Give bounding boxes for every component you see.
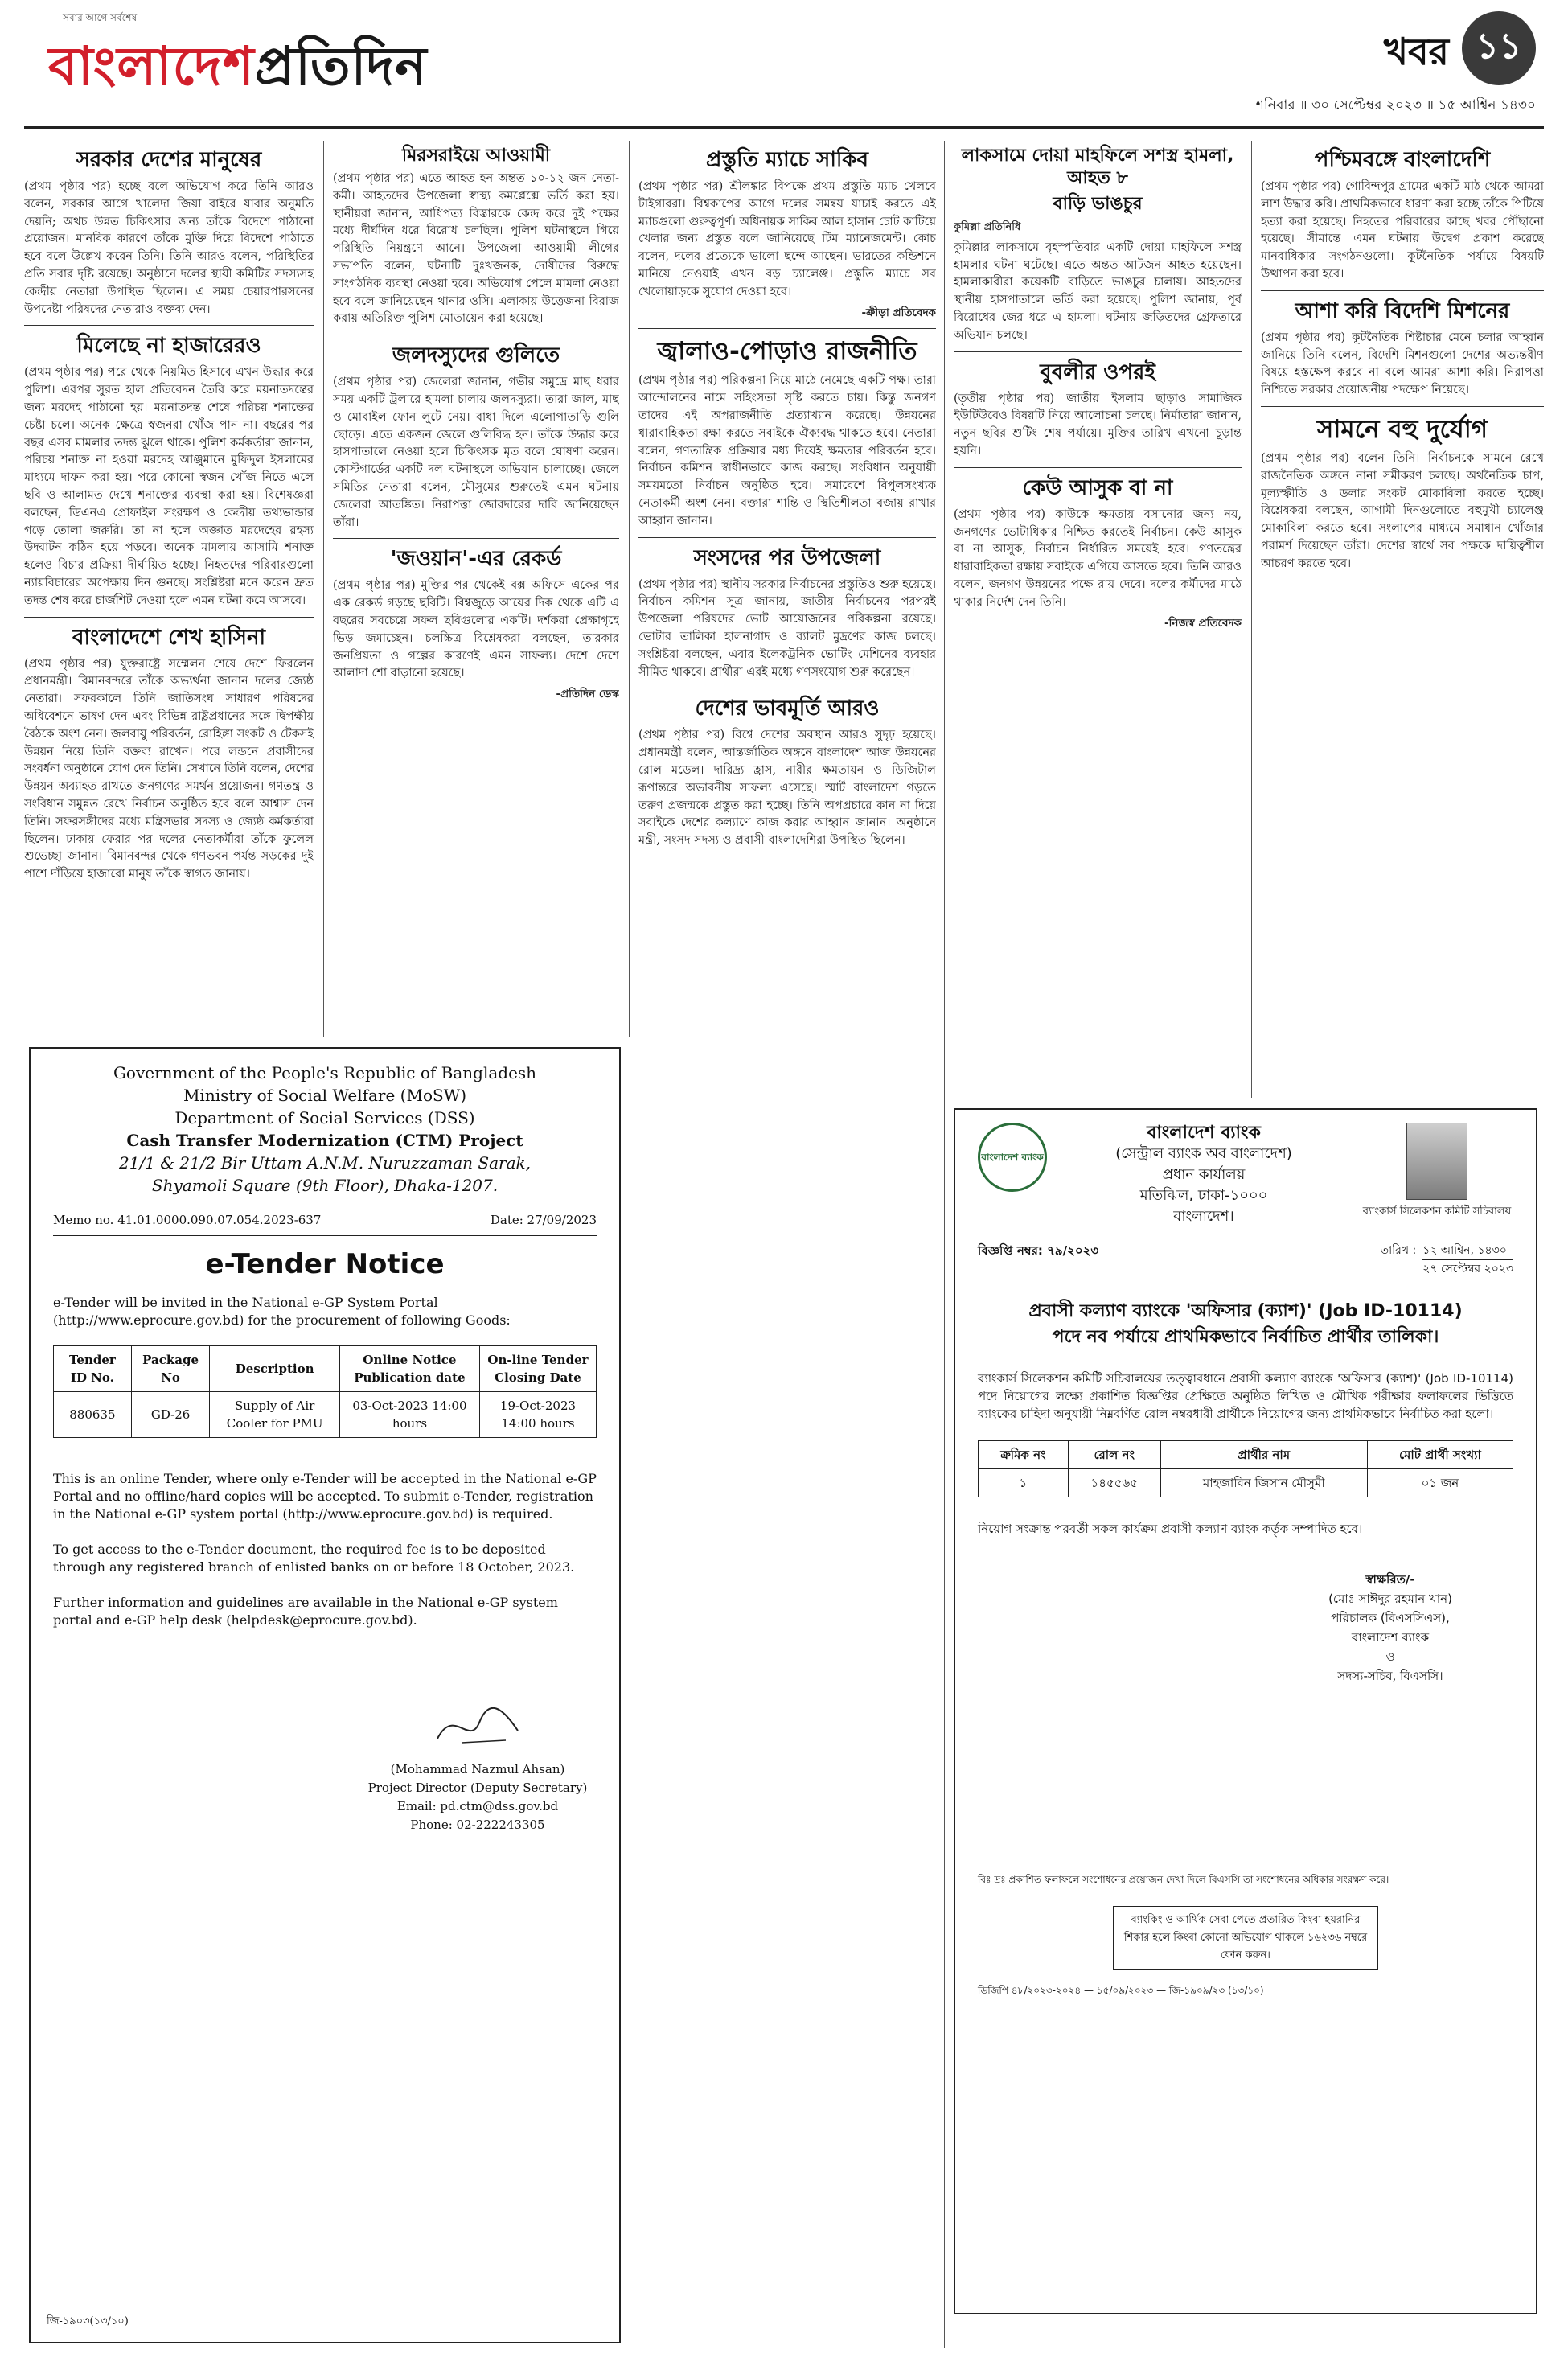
article-headline: প্রস্তুতি ম্যাচে সাকিব [706, 148, 868, 172]
table-cell: ০১ জন [1367, 1469, 1513, 1497]
logo-tagline: সবার আগে সর্বশেষ [63, 12, 138, 23]
table-header-cell: Package No [131, 1346, 210, 1392]
divider [333, 538, 619, 539]
divider [954, 351, 1242, 352]
portrait-image [1406, 1123, 1467, 1200]
bank-signer-title: ও [1385, 1649, 1395, 1664]
article-headline: মিলেছে না হাজারেরও [76, 334, 261, 359]
tender-line: Government of the People's Republic of Bangladesh [113, 1063, 537, 1082]
tender-line: Ministry of Social Welfare (MoSW) [183, 1086, 467, 1105]
tender-signer: (Mohammad Nazmul Ahsan) [390, 1762, 565, 1776]
table-cell: 880635 [54, 1392, 132, 1438]
article-headline: বুবলীর ওপরই [1040, 359, 1155, 384]
table-header-cell: On-line Tender Closing Date [479, 1346, 596, 1392]
article-credit: -নিজস্ব প্রতিবেদক [1164, 616, 1242, 630]
bank-signer-title: পরিচালক (বিএসসিএস), [1331, 1611, 1450, 1625]
column-3 [638, 142, 936, 2345]
article-credit: -ক্রীড়া প্রতিবেদক [861, 306, 936, 319]
article-credit: -প্রতিদিন ডেস্ক [556, 688, 619, 701]
tender-title: e-Tender Notice [205, 1248, 445, 1280]
table-header-cell: রোল নং [1068, 1441, 1160, 1469]
table-cell: 03-Oct-2023 14:00 hours [339, 1392, 479, 1438]
tender-email: Email: pd.ctm@dss.gov.bd [396, 1799, 559, 1813]
divider [638, 328, 936, 329]
tender-paragraph: Further information and guidelines are available in the National e-GP system portal and e-GP help desk (helpdesk@eprocure.gov.bd). [53, 1595, 558, 1628]
section-title: খবর [1383, 30, 1449, 73]
tender-line: Cash Transfer Modernization (CTM) Project [126, 1131, 523, 1150]
bank-address: মতিঝিল, ঢাকা-১০০০ [1139, 1187, 1268, 1204]
bank-codes: ডিজিপি ৪৮/২০২৩-২০২৪ — ১৫/০৯/২০২৩ — জি-১৯০৯/২৩ (১৩/১০) [978, 1985, 1264, 1996]
article-subheadline: বাড়ি ভাঙচুর [1053, 194, 1143, 214]
article-headline: সরকার দেশের মানুষের [76, 148, 262, 172]
issue-date: শনিবার ॥ ৩০ সেপ্টেম্বর ২০২৩ ॥ ১৫ আশ্বিন ১৪৩০ [1255, 97, 1536, 113]
bank-signer-title: সদস্য-সচিব, বিএসসি। [1337, 1669, 1443, 1683]
article-headline: বাংলাদেশে শেখ হাসিনা [72, 625, 266, 650]
divider [24, 325, 314, 326]
article-body: (প্রথম পৃষ্ঠার পর) পরিকল্পনা নিয়ে মাঠে নেমেছে একটি পক্ষ। তারা আন্দোলনের নামে সহিংসতা সৃষ্টি করতে চায়। কিন্তু জনগণ তাদের এই অপরাজনীতি প্রত্যাখ্যান করেছে। উন্নয়নের ধারাবাহিকতা রক্ষা করতে সবাইকে ঐক্যবদ্ধ থাকতে হবে। নেতারা বলেন, গণতান্ত্রিক প্রক্রিয়ার মধ্য দিয়েই ক্ষমতার পরিবর্তন হবে। নির্বাচন কমিশন স্বাধীনভাবে কাজ করছে। সংবিধান অনুযায়ী সময়মতো নির্বাচন অনুষ্ঠিত হবে। সমাবেশে বিপুলসংখ্যক নেতাকর্মী অংশ নেন। বক্তারা শান্তি ও স্থিতিশীলতা বজায় রাখার আহ্বান জানান। [638, 374, 936, 528]
bank-name-sub: (সেন্ট্রাল ব্যাংক অব বাংলাদেশ) [1115, 1145, 1292, 1162]
bank-notice-number: বিজ্ঞপ্তি নম্বর: ৭৯/২০২৩ [978, 1243, 1099, 1258]
table-row [979, 1469, 1513, 1497]
page-number: ১১ [1462, 11, 1536, 85]
tender-phone: Phone: 02-222243305 [410, 1817, 545, 1832]
logo-part-2: প্রতিদিন [254, 35, 428, 97]
tender-table [53, 1345, 597, 1438]
article-body: (প্রথম পৃষ্ঠার পর) গোবিন্দপুর গ্রামের একটি মাঠ থেকে আমরা লাশ উদ্ধার করি। প্রাথমিকভাবে ধারণা করা হচ্ছে তাঁকে পিটিয়ে হত্যা করা হয়েছে। নিহতের পরিবারের কাছে খবর পৌঁছানো হয়েছে। সীমান্তে এমন ঘটনায় উদ্বেগ প্রকাশ করেছে মানবাধিকার সংগঠনগুলো। কূটনৈতিক পর্যায়ে বিষয়টি উত্থাপন করা হবে। [1261, 180, 1544, 281]
bank-secretariat: ব্যাংকার্স সিলেকশন কমিটি সচিবালয় [1362, 1205, 1512, 1218]
column-2 [333, 142, 619, 1034]
table-cell: 19-Oct-2023 14:00 hours [479, 1392, 596, 1438]
column-divider [1251, 141, 1252, 1098]
article-headline: দেশের ভাবমূর্তি আরও [695, 696, 880, 721]
signature-icon [429, 1698, 526, 1755]
column-divider [323, 141, 324, 1037]
tender-line: 21/1 & 21/2 Bir Uttam A.N.M. Nuruzzaman Sarak, [119, 1153, 531, 1173]
article-body: (প্রথম পৃষ্ঠার পর) জেলেরা জানান, গভীর সমুদ্রে মাছ ধরার সময় একটি ট্রলারে হামলা চালায় জলদস্যুরা। তারা জাল, মাছ ও মোবাইল ফোন লুটে নেয়। বাধা দিলে এলোপাতাড়ি গুলি ছোড়ে। এতে একজন জেলে গুলিবিদ্ধ হন। তাঁকে উদ্ধার করে হাসপাতালে নেওয়া হলে চিকিৎসক মৃত বলে ঘোষণা করেন। কোস্টগার্ডের একটি দল ঘটনাস্থলে অভিযান চালাচ্ছে। জেলে সমিতির নেতারা বলেন, মৌসুমের শুরুতেই এমন ঘটনায় জেলেরা আতঙ্কিত। নিরাপত্তা জোরদারের দাবি জানিয়েছেন তাঁরা। [333, 376, 619, 529]
tender-signature [359, 1698, 597, 1834]
bank-headline: প্রবাসী কল্যাণ ব্যাংকে 'অফিসার (ক্যাশ)' (Job ID-10114) [1028, 1301, 1463, 1321]
article-headline: পশ্চিমবঙ্গে বাংলাদেশি [1314, 148, 1491, 172]
bank-signature [1267, 1570, 1513, 1686]
bank-footnote: বিঃ দ্রঃ প্রকাশিত ফলাফলে সংশোধনের প্রয়োজন দেখা দিলে বিএসসি তা সংশোধনের অধিকার সংরক্ষণ করে। [978, 1874, 1389, 1885]
article-body: (প্রথম পৃষ্ঠার পর) কাউকে ক্ষমতায় বসানোর জন্য নয়, জনগণের ভোটাধিকার নিশ্চিত করতেই নির্বাচন। কেউ আসুক বা না আসুক, নির্বাচন নির্ধারিত সময়েই হবে। গণতন্ত্রের ধারাবাহিকতা রক্ষায় সবাইকে এগিয়ে আসতে হবে। তিনি আরও বলেন, জনগণ উন্নয়নের পক্ষে রায় দেবে। দলের কর্মীদের মাঠে থাকার নির্দেশ দেন তিনি। [954, 507, 1242, 609]
bank-sign-label: স্বাক্ষরিত/- [1365, 1572, 1415, 1587]
table-header-cell: প্রার্থীর নাম [1160, 1441, 1367, 1469]
tender-line: Department of Social Services (DSS) [174, 1108, 475, 1127]
article-headline: সংসদের পর উপজেলা [693, 545, 881, 570]
column-divider [629, 141, 630, 1037]
bank-note: নিয়োগ সংক্রান্ত পরবর্তী সকল কার্যক্রম প্রবাসী কল্যাণ ব্যাংক কর্তৃক সম্পাদিত হবে। [978, 1522, 1363, 1536]
article-headline: লাকসামে দোয়া মাহফিলে সশস্ত্র হামলা, আহত ৮ [961, 146, 1234, 188]
bank-table [978, 1440, 1513, 1497]
article-body: (তৃতীয় পৃষ্ঠার পর) জাতীয় ইসলাম ছাড়াও সামাজিক ইউটিউবেও বিষয়টি নিয়ে আলোচনা চলছে। নির্মাতারা জানান, নতুন ছবির শুটিং শেষ পর্যায়ে। মুক্তির তারিখ এখনো চূড়ান্ত হয়নি। [954, 392, 1242, 458]
bank-date: ২৭ সেপ্টেম্বর ২০২৩ [1422, 1259, 1513, 1278]
divider [638, 537, 936, 538]
divider [1261, 290, 1544, 291]
tender-intro: e-Tender will be invited in the National e-GP System Portal (http://www.eprocure.gov.bd) for the procurement of following Goods: [53, 1295, 511, 1328]
tender-signer-title: Project Director (Deputy Secretary) [367, 1780, 588, 1795]
article-headline: মিরসরাইয়ে আওয়ামী [401, 146, 551, 166]
table-cell: মাহজাবিন জিসান মৌসুমী [1160, 1469, 1367, 1497]
divider [24, 617, 314, 618]
tender-code: জি-১৯০৩(১৩/১০) [47, 2315, 129, 2327]
logo-part-1: বাংলাদেশ [48, 35, 255, 97]
article-body: (প্রথম পৃষ্ঠার পর) পরে থেকে নিয়মিত হিসাবে এখন উদ্ধার করে পুলিশ। এরপর সুরত হাল প্রতিবেদন তৈরি করে ময়নাতদন্তের জন্য মরদেহ পাঠানো হয়। ময়নাতদন্ত শেষে পরিচয় শনাক্তের চেষ্টা চলে। অনেক ক্ষেত্রে স্বজনরা খোঁজ পান না। বছরের পর বছর এসব মামলার তদন্ত ঝুলে থাকে। পুলিশ কর্মকর্তারা জানান, পরিচয় শনাক্ত না হওয়া মরদেহ আঞ্জুমানে মুফিদুল ইসলামের মাধ্যমে দাফন করা হয়। পরে কোনো স্বজন খোঁজ নিতে এলে ছবি ও আলামত দেখে শনাক্তের ব্যবস্থা করা হয়। বিশেষজ্ঞরা বলছেন, ডিএনএ প্রোফাইল সংরক্ষণ ও কেন্দ্রীয় তথ্যভান্ডার গড়ে তোলা জরুরি। তা না হলে অজ্ঞাত মরদেহের রহস্য উদ্ঘাটন কঠিন হয়ে পড়বে। অনেক মামলায় আসামি শনাক্ত হলেও বিচার প্রক্রিয়া দীর্ঘায়িত হচ্ছে। নিহতদের পরিবারগুলো ন্যায়বিচারের অপেক্ষায় দিন গুনছে। সংশ্লিষ্টরা মনে করেন দ্রুত তদন্ত শেষ করে চার্জশিট দেওয়া হলে এমন ঘটনা কমে আসবে। [24, 366, 314, 607]
table-cell: ১ [979, 1469, 1069, 1497]
table-header-cell: Online Notice Publication date [339, 1346, 479, 1392]
article-body: (প্রথম পৃষ্ঠার পর) শ্রীলঙ্কার বিপক্ষে প্রথম প্রস্তুতি ম্যাচ খেলবে টাইগাররা। বিশ্বকাপের আগে দলের সমন্বয় যাচাই করতে এই ম্যাচগুলো গুরুত্বপূর্ণ। অধিনায়ক সাকিব আল হাসান চোট কাটিয়ে খেলার জন্য প্রস্তুত বলে জানিয়েছে টিম ম্যানেজমেন্ট। কোচ বলেন, দলের প্রত্যেকে ভালো ছন্দে আছেন। ভারতের কন্ডিশনে মানিয়ে নেওয়াই এখন বড় চ্যালেঞ্জ। প্রস্তুতি ম্যাচে সব খেলোয়াড়কে সুযোগ দেওয়া হবে। [638, 180, 936, 298]
table-header-cell: Tender ID No. [54, 1346, 132, 1392]
tender-memo: Memo no. 41.01.0000.090.07.054.2023-637 [53, 1213, 322, 1227]
table-cell: ১৪৫৫৬৫ [1068, 1469, 1160, 1497]
tender-paragraph: This is an online Tender, where only e-Tender will be accepted in the National e-GP Portal and no offline/hard copies will be accepted. To submit e-Tender, registration in the National e-GP system portal (http://www.eprocure.gov.bd) is required. [53, 1471, 597, 1522]
column-1 [24, 142, 314, 1034]
bank-helpline-box: ব্যাংকিং ও আর্থিক সেবা পেতে প্রতারিত কিংবা হয়রানির শিকার হলে কিংবা কোনো অভিযোগ থাকলে ১৬২৩৬ নম্বরে ফোন করুন। [1113, 1906, 1378, 1970]
tender-paragraph: To get access to the e-Tender document, the required fee is to be deposited through any registered branch of enlisted banks on or before 18 October, 2023. [53, 1542, 575, 1575]
article-body: (প্রথম পৃষ্ঠার পর) এতে আহত হন অন্তত ১০-১২ জন নেতা-কর্মী। আহতদের উপজেলা স্বাস্থ্য কমপ্লেক্সে ভর্তি করা হয়। স্থানীয়রা জানান, আধিপত্য বিস্তারকে কেন্দ্র করে দুই পক্ষের মধ্যে দীর্ঘদিন ধরে বিরোধ চলছিল। পুলিশ ঘটনাস্থলে গিয়ে পরিস্থিতি নিয়ন্ত্রণে আনে। উপজেলা আওয়ামী লীগের সভাপতি বলেন, ঘটনাটি দুঃখজনক, দোষীদের বিরুদ্ধে সাংগঠনিক ব্যবস্থা নেওয়া হবে। অভিযোগ পেলে মামলা নেওয়া হবে বলে জানিয়েছেন থানার ওসি। এলাকায় উত্তেজনা বিরাজ করায় অতিরিক্ত পুলিশ মোতায়েন করা হয়েছে। [333, 172, 619, 326]
article-body: কুমিল্লার লাকসামে বৃহস্পতিবার একটি দোয়া মাহফিলে সশস্ত্র হামলার ঘটনা ঘটেছে। এতে অন্তত আটজন আহত হয়েছেন। হামলাকারীরা কয়েকটি বাড়িতে ভাঙচুর চালায়। আহতদের স্থানীয় হাসপাতালে ভর্তি করা হয়েছে। পুলিশ জানায়, পূর্ব বিরোধের জের ধরে এ হামলা। ঘটনায় জড়িতদের গ্রেফতারে অভিযান চলছে। [954, 240, 1242, 342]
table-header-cell: ক্রমিক নং [979, 1441, 1069, 1469]
article-body: (প্রথম পৃষ্ঠার পর) মুক্তির পর থেকেই বক্স অফিসে একের পর এক রেকর্ড গড়ছে ছবিটি। বিশ্বজুড়ে আয়ের দিক থেকে এটি এ বছরের সবচেয়ে সফল ছবিগুলোর একটি। দর্শকরা প্রেক্ষাগৃহে ভিড় জমাচ্ছেন। চলচ্চিত্র বিশ্লেষকরা বলছেন, তারকার জনপ্রিয়তা ও গল্পের কারণেই এমন সাফল্য। দেশে দেশে আলাদা শো বাড়ানো হয়েছে। [333, 579, 619, 680]
bank-signer: (মোঃ সাঈদুর রহমান খান) [1328, 1592, 1452, 1606]
column-divider [944, 141, 945, 2348]
column-4 [954, 142, 1242, 1095]
article-headline: আশা করি বিদেশি মিশনের [1295, 298, 1510, 323]
divider [954, 467, 1242, 468]
tender-line: Shyamoli Square (9th Floor), Dhaka-1207. [151, 1176, 499, 1195]
newspaper-logo [48, 26, 427, 114]
table-row [54, 1392, 597, 1438]
article-body: (প্রথম পৃষ্ঠার পর) স্থানীয় সরকার নির্বাচনের প্রস্তুতিও শুরু হয়েছে। নির্বাচন কমিশন সূত্র জানায়, জাতীয় নির্বাচনের পরপরই উপজেলা পরিষদের ভোট আয়োজনের পরিকল্পনা রয়েছে। ভোটার তালিকা হালনাগাদ ও ব্যালট মুদ্রণের কাজ চলছে। সংশ্লিষ্টরা বলছেন, এবার ইলেকট্রনিক ভোটিং মেশিনের ব্যবহার সীমিত থাকবে। প্রার্থীরা এরই মধ্যে গণসংযোগ শুরু করেছেন। [638, 577, 936, 679]
bank-body: ব্যাংকার্স সিলেকশন কমিটি সচিবালয়ের তত্ত্বাবধানে প্রবাসী কল্যাণ ব্যাংকে 'অফিসার (ক্যাশ)' (Job ID-10114) পদে নিয়োগের লক্ষ্যে প্রকাশিত বিজ্ঞপ্তির প্রেক্ষিতে অনুষ্ঠিত লিখিত ও মৌখিক পরীক্ষার ফলাফলের ভিত্তিতে ব্যাংকের চাহিদা অনুযায়ী নিম্নবর্ণিত রোল নম্বরধারী প্রার্থীকে নিয়োগের জন্য প্রাথমিকভাবে নির্বাচিত করা হলো। [978, 1371, 1513, 1421]
article-headline: সামনে বহু দুর্যোগ [1316, 414, 1488, 444]
article-byline: কুমিল্লা প্রতিনিধি [954, 221, 1021, 233]
table-cell: GD-26 [131, 1392, 210, 1438]
article-headline: 'জওয়ান'-এর রেকর্ড [390, 547, 562, 572]
article-headline: জলদস্যুদের গুলিতে [392, 343, 560, 368]
bank-name: বাংলাদেশ ব্যাংক [1147, 1123, 1261, 1143]
bank-date-label: তারিখ : [1380, 1244, 1417, 1257]
bank-seal-icon: বাংলাদেশ ব্যাংক [978, 1123, 1047, 1192]
column-5 [1261, 142, 1544, 1095]
tender-date: Date: 27/09/2023 [490, 1213, 597, 1227]
article-headline: জ্বালাও-পোড়াও রাজনীতি [657, 337, 917, 367]
bank-office: প্রধান কার্যালয় [1162, 1166, 1246, 1183]
article-headline: কেউ আসুক বা না [1022, 475, 1173, 500]
bank-headline: পদে নব পর্যায়ে প্রাথমিকভাবে নির্বাচিত প্রার্থীর তালিকা। [1052, 1327, 1439, 1347]
article-body: (প্রথম পৃষ্ঠার পর) বলেন তিনি। নির্বাচনকে সামনে রেখে রাজনৈতিক অঙ্গনে নানা সমীকরণ চলছে। অর্থনৈতিক চাপ, মূল্যস্ফীতি ও ডলার সংকট মোকাবিলা করতে হচ্ছে। বিশ্লেষকরা বলছেন, আগামী দিনগুলোতে বহুমুখী চ্যালেঞ্জ মোকাবিলা করতে হবে। সংলাপের মাধ্যমে সমাধান খোঁজার পরামর্শ দিয়েছেন তাঁরা। দেশের স্বার্থে সব পক্ষকে দায়িত্বশীল আচরণ করতে হবে। [1261, 451, 1544, 570]
divider [1261, 406, 1544, 407]
bangladesh-bank-notice-ad [954, 1108, 1537, 2314]
bank-signer-title: বাংলাদেশ ব্যাংক [1351, 1630, 1430, 1645]
article-body: (প্রথম পৃষ্ঠার পর) যুক্তরাষ্ট্রে সম্মেলন শেষে দেশে ফিরলেন প্রধানমন্ত্রী। বিমানবন্দরে তাঁকে অভ্যর্থনা জানান দলের জ্যেষ্ঠ নেতারা। সফরকালে তিনি জাতিসংঘ সাধারণ পরিষদের অধিবেশনে ভাষণ দেন এবং বিভিন্ন রাষ্ট্রপ্রধানের সঙ্গে দ্বিপক্ষীয় বৈঠকে অংশ নেন। জলবায়ু পরিবর্তন, রোহিঙ্গা সংকট ও টেকসই উন্নয়ন নিয়ে তিনি বক্তব্য রাখেন। পরে লন্ডনে প্রবাসীদের সংবর্ধনা অনুষ্ঠানে যোগ দেন তিনি। সেখানে তিনি বলেন, দেশের উন্নয়ন অব্যাহত রাখতে জনগণের সমর্থন প্রয়োজন। গণতন্ত্র ও সংবিধান সমুন্নত রেখে নির্বাচন অনুষ্ঠিত হবে বলে আশ্বাস দেন তিনি। সফরসঙ্গীদের মধ্যে মন্ত্রিসভার সদস্য ও জ্যেষ্ঠ কর্মকর্তারা ছিলেন। ঢাকায় ফেরার পর দলের নেতাকর্মীরা তাঁকে ফুলেল শুভেচ্ছা জানান। বিমানবন্দর থেকে গণভবন পর্যন্ত সড়কের দুই পাশে দাঁড়িয়ে হাজারো মানুষ তাঁকে স্বাগত জানায়। [24, 657, 314, 881]
table-header-cell: Description [210, 1346, 340, 1392]
article-body: (প্রথম পৃষ্ঠার পর) হচ্ছে বলে অভিযোগ করে তিনি আরও বলেন, সরকার আগে খালেদা জিয়া বাইরে যাবার অনুমতি দেয়নি; অথচ উন্নত চিকিৎসার জন্য তাঁকে বিদেশে পাঠানো প্রয়োজন। মানবিক কারণে তাঁকে মুক্তি দিয়ে বিদেশে পাঠাতে হবে বলে উল্লেখ করেন তিনি। তিনি আরও বলেন, পরিস্থিতির প্রতি সবার দৃষ্টি রয়েছে। অনুষ্ঠানে দলের স্থায়ী কমিটির সদস্যসহ কেন্দ্রীয় নেতারা উপস্থিত ছিলেন। এ সময় চেয়ারপারসনের উপদেষ্টা পরিষদের নেতারাও বক্তব্য দেন। [24, 180, 314, 316]
table-header-cell: মোট প্রার্থী সংখ্যা [1367, 1441, 1513, 1469]
article-body: (প্রথম পৃষ্ঠার পর) বিশ্বে দেশের অবস্থান আরও সুদৃঢ় হয়েছে। প্রধানমন্ত্রী বলেন, আন্তর্জাতিক অঙ্গনে বাংলাদেশ আজ উন্নয়নের রোল মডেল। দারিদ্র্য হ্রাস, নারীর ক্ষমতায়ন ও ডিজিটাল রূপান্তরে অভাবনীয় সাফল্য এসেছে। স্মার্ট বাংলাদেশ গড়তে তরুণ প্রজন্মকে প্রস্তুত করা হচ্ছে। তিনি অপপ্রচারে কান না দিয়ে সবাইকে দেশের কল্যাণে কাজ করার আহ্বান জানান। অনুষ্ঠানে মন্ত্রী, সংসদ সদস্য ও প্রবাসী বাংলাদেশিরা উপস্থিত ছিলেন। [638, 729, 936, 848]
e-tender-notice-ad [29, 1047, 621, 2343]
bank-date: ১২ আশ্বিন, ১৪৩০ [1422, 1244, 1507, 1257]
table-cell: Supply of Air Cooler for PMU [210, 1392, 340, 1438]
article-body: (প্রথম পৃষ্ঠার পর) কূটনৈতিক শিষ্টাচার মেনে চলার আহ্বান জানিয়ে তিনি বলেন, বিদেশি মিশনগুলো দেশের অভ্যন্তরীণ বিষয়ে হস্তক্ষেপ করবে না বলে আমরা আশা করি। নিরাপত্তা নিশ্চিতে সরকার প্রয়োজনীয় পদক্ষেপ নিয়েছে। [1261, 331, 1544, 397]
bank-address: বাংলাদেশ। [1173, 1208, 1234, 1225]
